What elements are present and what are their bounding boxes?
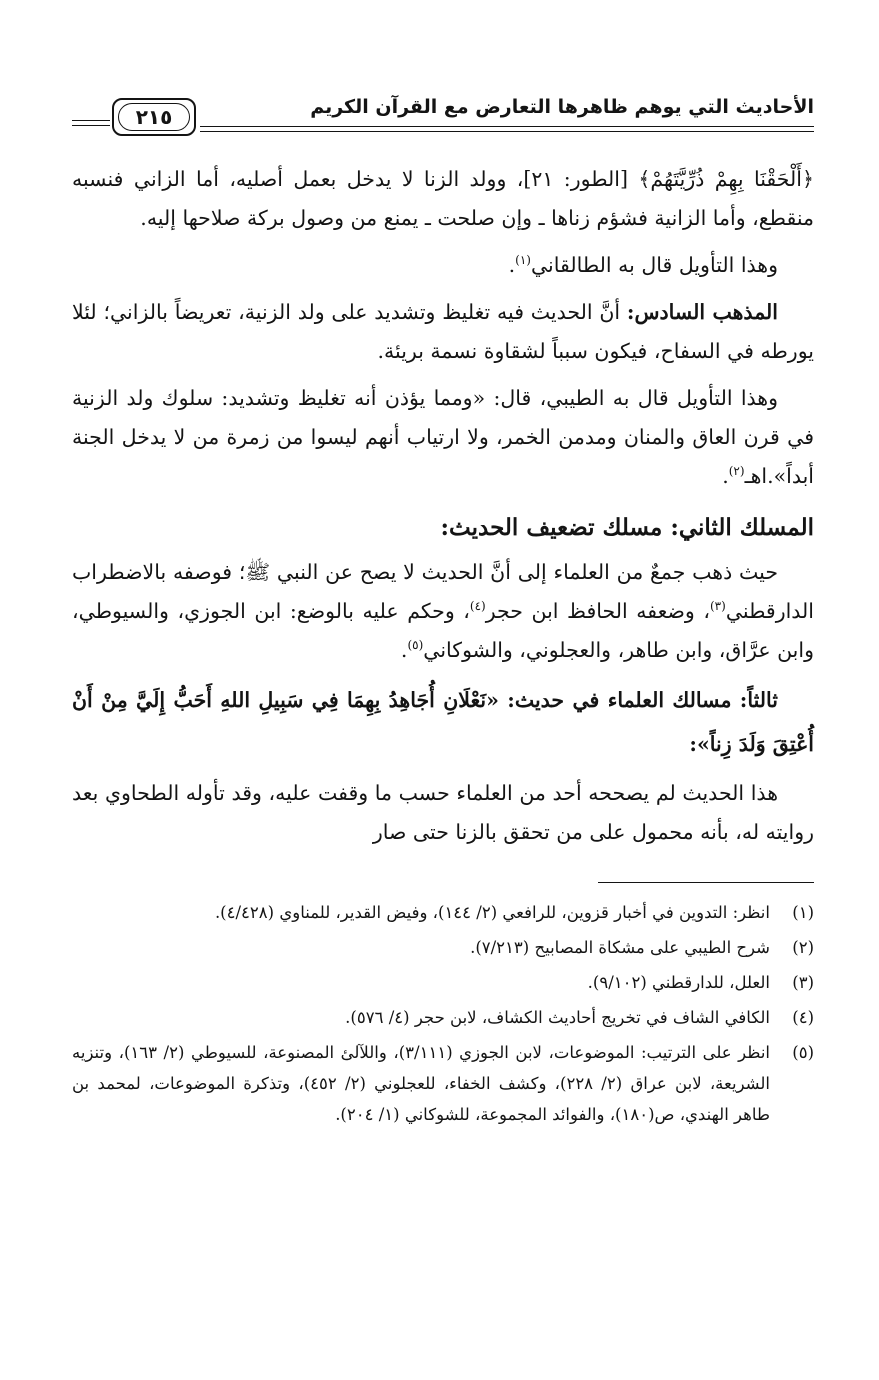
footnote (72, 932, 814, 963)
footnote-ref: (٣) (709, 599, 726, 614)
paragraph (72, 293, 814, 371)
main-text (72, 160, 814, 852)
footnote-ref: (٤) (469, 599, 486, 614)
footnote-number: (٤) (792, 1008, 814, 1027)
footnote-separator (598, 882, 814, 883)
footnote-ref: (٢) (728, 464, 745, 479)
section-heading: المسلك الثاني: مسلك تضعيف الحديث: (440, 514, 814, 541)
footnotes (72, 897, 814, 1130)
paragraph: هذا الحديث لم يصححه أحد من العلماء حسب ما وقفت عليه، وقد تأوله الطحاوي بعد روايته له، بأنه محمول على من تحقق بالزنا حتى صار (72, 781, 814, 844)
footnote-number: (٣) (792, 973, 814, 992)
footnote-ref: (١) (515, 253, 531, 268)
paragraph-text: وهذا التأويل قال به الطالقاني (530, 253, 778, 277)
page-number-frame (112, 98, 196, 136)
footnote (72, 897, 814, 928)
footnote-text: انظر على الترتيب: الموضوعات، لابن الجوزي (٣/١١١)، واللآلئ المصنوعة، للسيوطي (٢/ ١٦٣)، وتنزيه الشريعة، لابن عراق (٢/ ٢٢٨)، وكشف الخفاء، للعجلوني (٢/ ٤٥٢)، وتذكرة الموضوعات، لمحمد بن طاهر الهندي، ص(١٨٠)، والفوائد المجموعة، للشوكاني (١/ ٢٠٤). (72, 1043, 771, 1124)
header-rule (72, 125, 110, 126)
section-heading: ثالثاً: مسالك العلماء في حديث: «نَعْلَانِ أُجَاهِدُ بِهِمَا فِي سَبِيلِ اللهِ أَحَبُّ إِلَيَّ مِنْ أَنْ أُعْتِقَ وَلَدَ زِناً»: (72, 688, 814, 756)
paragraph-text: [الطور: ٢١]، وولد الزنا لا يدخل بعمل أصليه، أما الزاني فنسبه منقطع، وأما الزانية فشؤم زناها ـ وإن صلحت ـ يمنع من وصول بركة صلاحها إليه. (72, 167, 814, 230)
footnote-text: شرح الطيبي على مشكاة المصابيح (٧/٢١٣). (470, 938, 770, 957)
book-page (72, 80, 814, 1134)
paragraph: حيث ذهب جمعٌ من العلماء إلى أنَّ الحديث لا يصح عن النبي ﷺ؛ فوصفه بالاضطراب الدارقطني$^{(٣)}$، وضعفه الحافظ ابن حجر$^{(٤)}$، وحكم عليه بالوضع: ابن الجوزي، والسيوطي، وابن عرَّاق، وابن طاهر، والعجلوني، والشوكاني$^{(٥)}$. (72, 560, 814, 662)
footnote-ref: (٥) (407, 638, 424, 653)
header-rule (72, 120, 110, 121)
quran-verse: ﴿أَلْحَقْنَا بِهِمْ ذُرِّيَّتَهُمْ﴾ (638, 167, 814, 191)
footnote-text: انظر: التدوين في أخبار قزوين، للرافعي (٢/ ١٤٤)، وفيض القدير، للمناوي (٤/٤٢٨). (214, 903, 770, 922)
footnote-number: (١) (792, 903, 814, 922)
paragraph (72, 160, 814, 238)
footnote (72, 967, 814, 998)
running-header (72, 80, 814, 132)
running-title: الأحاديث التي يوهم ظاهرها التعارض مع القرآن الكريم (310, 96, 814, 118)
header-rule (200, 131, 814, 132)
footnote (72, 1002, 814, 1033)
header-rule (200, 126, 814, 127)
doctrine-label: المذهب السادس: (626, 300, 778, 324)
page-number: ٢١٥ (118, 103, 190, 131)
paragraph-text: أنَّ الحديث فيه تغليظ وتشديد على ولد الزنية، تعريضاً بالزاني؛ لئلا يورطه في السفاح، فيكون سبباً لشقاوة نسمة بريئة. (72, 300, 814, 363)
footnote-text: العلل، للدارقطني (٩/١٠٢). (587, 973, 770, 992)
paragraph: وهذا التأويل قال به الطالقاني$^{(١)}$. (508, 253, 778, 277)
paragraph: وهذا التأويل قال به الطيبي، قال: «ومما يؤذن أنه تغليظ وتشديد: سلوك ولد الزنية في قرن العاق والمنان ومدمن الخمر، ولا ارتياب أنهم ليسوا من زمرة من لا يدخل الجنة أبداً».اهـ$^{(٢)}$. (72, 386, 814, 488)
footnote-number: (٢) (792, 938, 814, 957)
footnote-number: (٥) (792, 1043, 814, 1062)
footnote (72, 1037, 814, 1130)
footnote-text: الكافي الشاف في تخريج أحاديث الكشاف، لابن حجر (٤/ ٥٧٦). (345, 1008, 770, 1027)
paragraph-text: وهذا التأويل قال به الطيبي، قال: «ومما يؤذن أنه تغليظ وتشديد: سلوك ولد الزنية في قرن العاق والمنان ومدمن الخمر، ولا ارتياب أنهم ليسوا من زمرة من لا يدخل الجنة أبداً».اهـ (72, 386, 814, 488)
